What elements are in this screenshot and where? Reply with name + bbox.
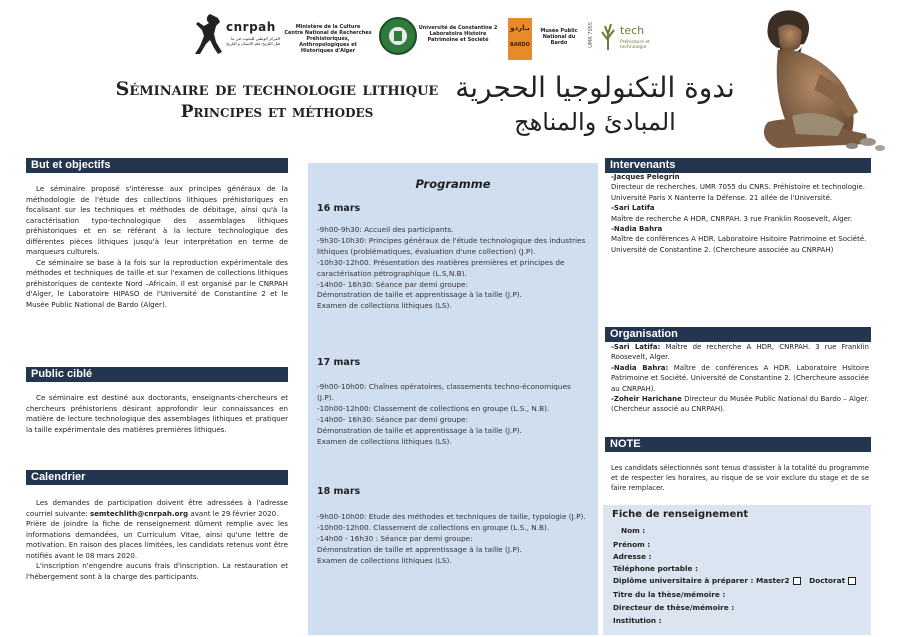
calendrier-paragraph-1: Les demandes de participation doivent être adressées à l'adresse courriel suivante: semtechlith@cnrpah.org avant le 29 février 2020. [26,498,288,518]
day-label: 18 mars [317,486,361,497]
public-text [26,393,288,435]
title-french-line2: Principes et méthodes [180,102,374,122]
public-paragraph: Ce séminaire est destiné aux doctorants, enseignants-chercheurs et chercheurs préhistoriens désirant approfondir leur connaissances en matière de lecture technologique des assemblages lithiques et pratiquer la taille expérimentale des matières premières lithiques. [26,393,288,434]
day-label: 16 mars [317,203,361,214]
calendrier-paragraph-2: Prière de joindre la fiche de renseignement dûment remplie avec les informations demandées, un Curriculum Vitae, ainsi qu'une lettre de motivation. En raison des places limitées, les candidats retenus vont être notifiés avant le 08 mars 2020. [26,519,288,560]
calendrier-text [26,498,288,582]
tech-name: tech [620,24,645,37]
title-arabic [440,70,750,138]
fiche-title: Fiche de renseignement [612,509,749,520]
bardo-logo [508,18,532,60]
tech-tree-icon [598,20,618,52]
organisateur: -Zoheir Harichane Directeur du Musée Public National du Bardo – Alger. (Chercheur associé au CNRPAH). [611,395,869,414]
day-schedule [317,225,589,312]
title-french [112,78,442,124]
field-institution[interactable]: Institution : [613,616,662,625]
intervenant-desc: Maître de conférences A HDR. Laboratoire Hsitoire Patrimoine et Société. Université de Constantine 2. (Chercheure associée au CNRPAH) [611,235,867,254]
field-these[interactable]: Titre du la thèse/mémoire : [613,590,726,599]
title-french-line1: Séminaire de technologie lithique [115,78,439,100]
university-seal-icon [379,17,417,55]
title-arabic-line1: ندوة التكنولوجيا الحجرية [455,71,735,104]
schedule-item: -10h00-12h00: Classement de collections en groupe (L.S., N.B). [317,403,550,413]
organisation-heading: Organisation [605,327,871,342]
intervenant-name: -Sari Latifa [611,204,655,213]
programme-title: Programme [415,177,491,191]
field-directeur[interactable]: Directeur de thèse/mémoire : [613,603,735,612]
schedule-item: -10h30-12h00. Présentation des matières premières et principes de caractérisation pétrographique (L.S,N.B). [317,257,565,278]
prehistoric-toolmaker-illustration [748,4,888,154]
programme-panel [308,163,598,635]
field-prenom[interactable]: Prénom : [613,540,651,549]
schedule-item: -14h00 - 16h30 : Séance par demi groupe: Démonstration de taille et apprentissage à la taille (J.P). Examen de collections lithiques (LS). [317,533,522,565]
note-heading: NOTE [605,437,871,452]
ministry-text: Ministère de la Culture Centre National de Recherches Préhistoriques, Anthropologiques et Historiques d'Alger [284,24,372,54]
organisateur: -Sari Latifa: Maître de recherche A HDR, CNRPAH. 3 rue Franklin Roosevelt, Alger. [611,343,869,362]
intervenants-heading: Intervenants [605,158,871,173]
schedule-item: -9h00-9h30: Accueil des participants. [317,225,454,234]
but-heading: But et objectifs [26,158,288,173]
organisateur: -Nadia Bahra: Maître de conférences A HDR. Laboratoire Hsitoire Patrimoine et Société. Université de Constantine 2. (Chercheure associée au CNRPAH). [611,363,869,393]
schedule-item: -10h00-12h00. Classement de collections en groupe (L.S., N.B). [317,522,550,532]
doctorat-checkbox[interactable] [848,577,856,585]
bardo-arabic: بـاردو [510,24,530,32]
cnrpah-logo [192,12,282,57]
day-schedule [317,512,589,567]
calendrier-paragraph-3: L'inscription n'engendre aucuns frais d'inscription. La restauration et l'hébergement sont à la charge des participants. [26,561,288,581]
intervenant-desc: Directeur de recherches. UMR 7055 du CNRS. Préhistoire et technologie. Université Paris X Nanterre la Défense. 21 allée de l'Université. [611,183,865,202]
field-telephone[interactable]: Téléphone portable : [613,564,698,573]
schedule-item: -9h30-10h30: Principes généraux de l'étude technologique des industries lithiques (problématiques, évaluation d'une collection) (J.P). [317,235,586,256]
schedule-item: -9h00-10h00: Chaînes opératoires, classements techno-économiques (J.P). [317,382,571,402]
fiche-renseignement [603,505,871,635]
note-text: Les candidats sélectionnés sont tenus d'assister à la totalité du programme et de respecter les horaires, au risque de se voir exclure du stage et de se faire remplacer. [611,464,869,492]
field-diplome: Diplôme universitaire à préparer : Master2 Doctorat [613,576,856,585]
title-arabic-line2: المبادئ والمناهج [514,108,676,136]
cnrpah-subtitle: المركز الوطني للبحوث في ما قبل التاريخ علم الانسان و التاريخ [226,36,280,46]
tech-subtitle: Préhistoire et technologie [620,40,650,50]
field-adresse[interactable]: Adresse : [613,552,652,561]
intervenant-desc: Maître de recherche A HDR, CNRPAH. 3 rue Franklin Roosevelt, Alger. [611,214,853,223]
day-label: 17 mars [317,357,361,368]
but-paragraph-2: Ce séminaire se base à la fois sur la reproduction expérimentale des méthodes et techniques de taille et sur l'examen de collections lithiques préhistoriques de contexte Nord –Africain. Il est organisé par le CNRPAH d'Alger, le Laboratoire HIPASO de l'Université de Constantine 2 et le Musée Public National de Bardo (Alger). [26,257,288,309]
intervenant-name: -Nadia Bahra [611,225,663,234]
schedule-item: -14h00- 16h30: Séance par demi groupe: Démonstration de taille et apprentissage à la taille (J.P). Examen de collections lithiques (LS). [317,279,522,311]
day-schedule [317,382,589,447]
museum-text: Musée Public National du Bardo [540,28,578,46]
intervenant-name: -Jacques Pelegrin [611,173,680,181]
schedule-item: -14h00- 16h30: Séance par demi groupe: Démonstration de taille et apprentissage à la taille (J.P). Examen de collections lithiques (LS). [317,414,522,446]
contact-email[interactable]: semtechlith@cnrpah.org [90,508,189,518]
bardo-latin: BARDO [510,42,530,48]
calendrier-heading: Calendrier [26,470,288,485]
schedule-item: -9h00-10h00: Etude des méthodes et techniques de taille, typologie (J.P). [317,512,586,521]
tech-logo [598,18,668,54]
intervenants-list [611,172,869,255]
field-nom[interactable]: Nom : [621,526,646,535]
figure-icon [192,12,224,56]
umr-vertical-text: UMR 7055 [588,22,594,48]
organisation-list [611,342,869,415]
but-paragraph-1: Le séminaire proposé s'intéresse aux principes généraux de la méthodologie de l'étude des collections lithiques préhistoriques en focalisant sur les techniques et méthodes de débitage, ainsi qu'à la caractérisation typo-technologique des assemblages lithiques préhistoriques et en se référant à la lecture technologique des différentes pièces lithiques jusqu'à leur interprétation en terme de marqueurs culturels. [26,184,288,256]
cnrpah-name: cnrpah [226,20,276,34]
public-heading: Public ciblé [26,367,288,382]
university-text: Université de Constantine 2 Laboratoire Histoire Patrimoine et Société [418,25,498,43]
but-text [26,184,288,310]
master2-checkbox[interactable] [793,577,801,585]
